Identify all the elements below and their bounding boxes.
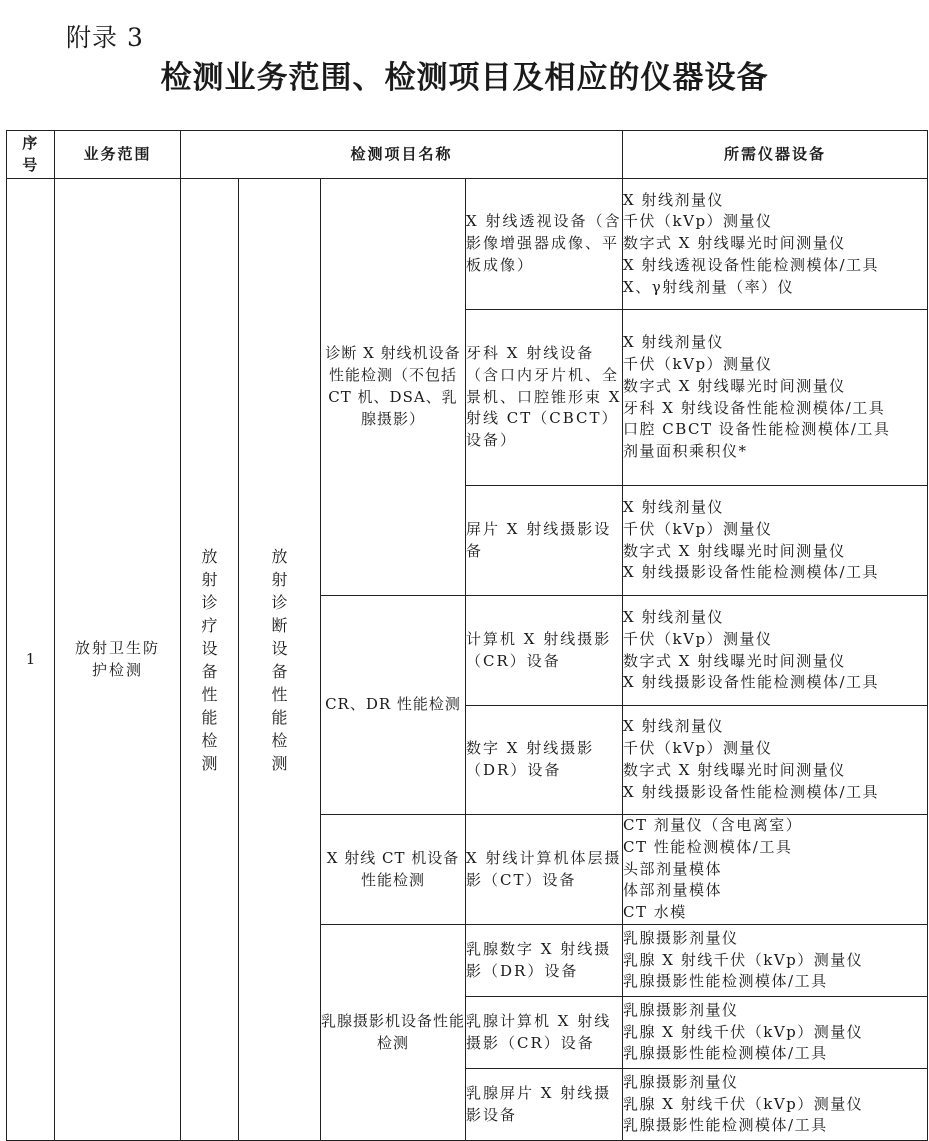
equipment-line: 千伏（kVp）测量仪: [623, 354, 773, 373]
equipment-line: X 射线摄影设备性能检测模体/工具: [623, 782, 880, 801]
item-mammo-screen-film: 乳腺屏片 X 射线摄影设备: [466, 1069, 623, 1141]
equipment-fluoroscopy: [623, 179, 928, 310]
equipment-line: CT 性能检测模体/工具: [623, 837, 793, 856]
equipment-line: 千伏（kVp）测量仪: [623, 212, 773, 231]
equipment-line: X 射线摄影设备性能检测模体/工具: [623, 563, 880, 582]
equipment-line: 数字式 X 射线曝光时间测量仪: [623, 376, 846, 395]
group-name-mammography: 乳腺摄影机设备性能检测: [321, 925, 466, 1141]
equipment-dr: [623, 706, 928, 815]
group-name-ct: X 射线 CT 机设备性能检测: [321, 815, 466, 925]
row-subcategory: 放射诊断设备性能检测: [239, 179, 321, 1141]
equipment-line: X 射线剂量仪: [623, 607, 724, 626]
equipment-cr: [623, 596, 928, 706]
equipment-screen-film: [623, 486, 928, 596]
equipment-line: 剂量面积乘积仪*: [623, 442, 748, 461]
group-name-diagnostic-xray: 诊断 X 射线机设备性能检测（不包括 CT 机、DSA、乳腺摄影）: [321, 179, 466, 596]
equipment-line: X 射线摄影设备性能检测模体/工具: [623, 673, 880, 692]
equipment-line: 乳腺摄影性能检测模体/工具: [623, 1116, 828, 1135]
equipment-line: 乳腺 X 射线千伏（kVp）测量仪: [623, 1022, 864, 1041]
equipment-line: 头部剂量模体: [623, 859, 723, 878]
equipment-line: X、γ射线剂量（率）仪: [623, 277, 795, 296]
equipment-line: X 射线剂量仪: [623, 497, 724, 516]
equipment-line: 数字式 X 射线曝光时间测量仪: [623, 761, 846, 779]
detection-table: [6, 130, 928, 1141]
equipment-mammo-screen-film: [623, 1069, 928, 1141]
equipment-mammo-dr: [623, 925, 928, 997]
item-mammo-cr: 乳腺计算机 X 射线摄影（CR）设备: [466, 997, 623, 1069]
equipment-line: 乳腺摄影剂量仪: [623, 1000, 739, 1019]
document-title: 检测业务范围、检测项目及相应的仪器设备: [160, 60, 769, 96]
equipment-line: X 射线剂量仪: [623, 190, 724, 209]
header-equipment: 所需仪器设备: [623, 131, 928, 179]
equipment-dental: [623, 310, 928, 486]
item-dr: 数字 X 射线摄影（DR）设备: [466, 706, 623, 815]
item-ct: X 射线计算机体层摄影（CT）设备: [466, 815, 623, 925]
row-seq: 1: [7, 179, 55, 1141]
equipment-line: 乳腺 X 射线千伏（kVp）测量仪: [623, 1094, 864, 1113]
item-fluoroscopy: X 射线透视设备（含影像增强器成像、平板成像）: [466, 179, 623, 310]
equipment-mammo-cr: [623, 997, 928, 1069]
equipment-line: 数字式 X 射线曝光时间测量仪: [623, 234, 846, 253]
equipment-line: 乳腺摄影剂量仪: [623, 928, 739, 947]
item-dental: 牙科 X 射线设备（含口内牙片机、全景机、口腔锥形束 X 射线 CT（CBCT）设备）: [466, 310, 623, 486]
equipment-line: 千伏（kVp）测量仪: [623, 629, 773, 648]
header-seq: 序号: [7, 131, 55, 179]
equipment-line: 千伏（kVp）测量仪: [623, 519, 773, 538]
row-scope: 放射卫生防护检测: [55, 179, 181, 1141]
equipment-line: CT 剂量仪（含电离室）: [623, 816, 803, 834]
item-screen-film: 屏片 X 射线摄影设备: [466, 486, 623, 596]
row-category: 放射诊疗设备性能检测: [181, 179, 239, 1141]
item-mammo-dr: 乳腺数字 X 射线摄影（DR）设备: [466, 925, 623, 997]
equipment-line: 体部剂量模体: [623, 881, 723, 900]
equipment-line: 数字式 X 射线曝光时间测量仪: [623, 651, 846, 670]
equipment-line: CT 水模: [623, 903, 687, 922]
equipment-line: X 射线透视设备性能检测模体/工具: [623, 255, 880, 274]
equipment-line: X 射线剂量仪: [623, 333, 724, 352]
equipment-line: 牙科 X 射线设备性能检测模体/工具: [623, 398, 886, 417]
equipment-line: 口腔 CBCT 设备性能检测模体/工具: [623, 420, 891, 439]
equipment-line: 乳腺摄影性能检测模体/工具: [623, 972, 828, 991]
appendix-label: 附录 3: [66, 23, 144, 52]
header-row: [7, 131, 928, 179]
group-name-cr-dr: CR、DR 性能检测: [321, 596, 466, 815]
item-cr: 计算机 X 射线摄影（CR）设备: [466, 596, 623, 706]
header-item: 检测项目名称: [181, 131, 623, 179]
equipment-line: 千伏（kVp）测量仪: [623, 739, 773, 758]
header-scope: 业务范围: [55, 131, 181, 179]
equipment-line: X 射线剂量仪: [623, 717, 724, 736]
equipment-line: 乳腺摄影剂量仪: [623, 1072, 739, 1091]
equipment-line: 数字式 X 射线曝光时间测量仪: [623, 541, 846, 560]
equipment-ct: [623, 815, 928, 925]
equipment-line: 乳腺 X 射线千伏（kVp）测量仪: [623, 950, 864, 969]
equipment-line: 乳腺摄影性能检测模体/工具: [623, 1044, 828, 1063]
table-row: [7, 179, 928, 310]
